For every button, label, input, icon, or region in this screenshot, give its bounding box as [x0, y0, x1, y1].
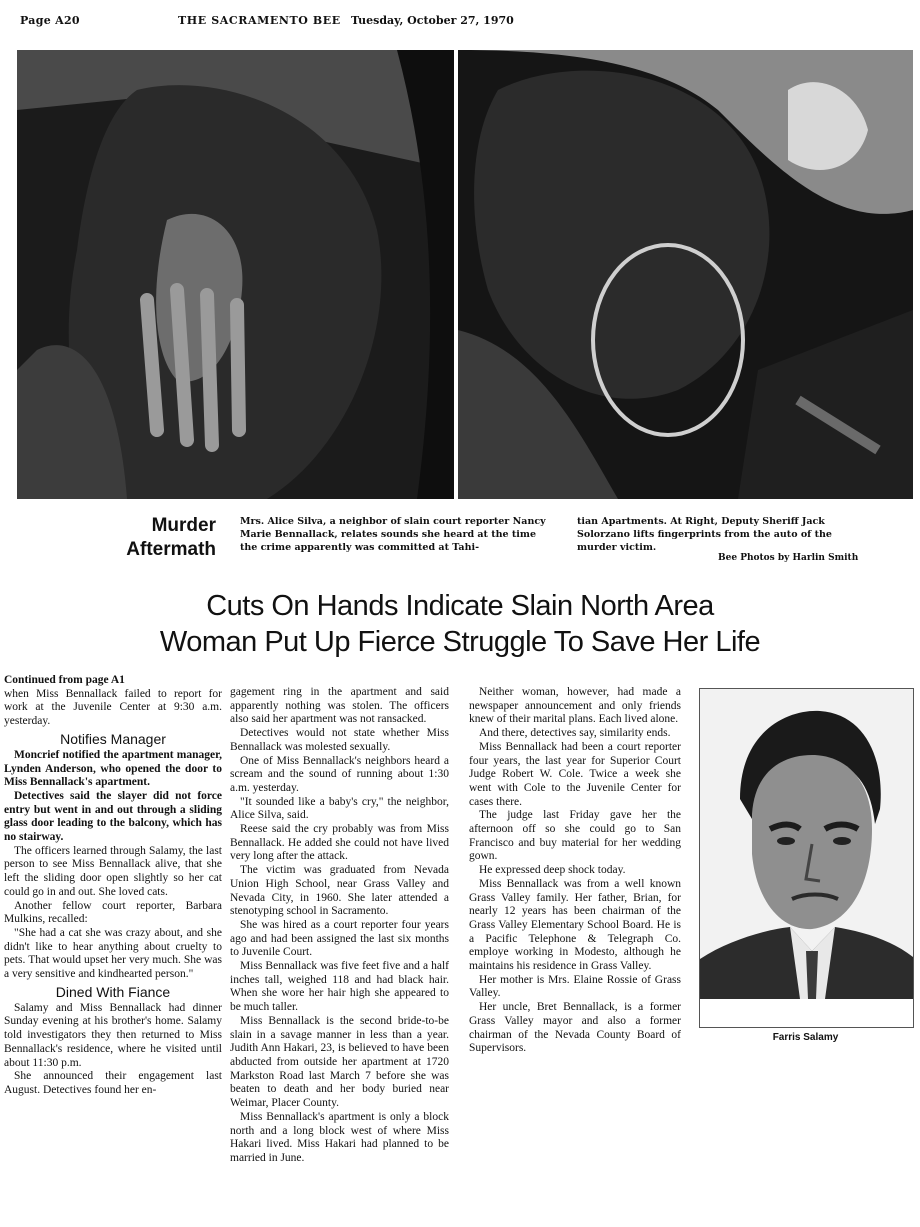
portrait-caption: Farris Salamy	[772, 1032, 839, 1043]
caption-heading-line1: Murder	[151, 515, 216, 536]
paragraph: Miss Bennallack had been a court reporter four years, the last year for Superior Court Judge Robert W. Cole. Twice a week she went with Cole to the Juvenile Center for cases there.	[469, 740, 681, 808]
paragraph: Neither woman, however, had made a newspaper announcement and only friends knew of their marital plans. Each lived alone.	[469, 686, 681, 726]
issue-date: Tuesday, October 27, 1970	[351, 14, 514, 27]
paragraph: Miss Bennallack was five feet five and a half inches tall, weighed 118 and had black hair. When she wore her hair high she appeared to be much taller.	[230, 960, 449, 1014]
newspaper-name: THE SACRAMENTO BEE	[178, 14, 341, 27]
paragraph: Miss Bennallack's apartment is only a block north and a long block west of where Miss Hakari lived. Miss Hakari had planned to be married in June.	[230, 1110, 449, 1164]
article-column-3	[469, 686, 681, 1056]
paragraph: Detectives would not state whether Miss Bennallack was molested sexually.	[230, 727, 449, 753]
caption-text-1: Mrs. Alice Silva, a neighbor of slain court reporter Nancy Marie Bennallack, relates sounds she heard at the time the crime apparently was committed at Tahi-	[240, 516, 546, 553]
article-column-2	[230, 686, 449, 1166]
caption-heading-line2: Aftermath	[126, 539, 216, 560]
paragraph: The victim was graduated from Nevada Union High School, near Grass Valley and Nevada City, in 1960. She later attended a stenotyping school in Sacramento.	[230, 864, 449, 918]
paragraph: Salamy and Miss Bennallack had dinner Sunday evening at his brother's home. Salamy told investigators they then returned to Miss Bennallack's residence, where he visited until about 11:30 p.m.	[4, 1001, 222, 1069]
photo-neighbor	[17, 50, 454, 499]
subheading-dined-with-fiance: Dined With Fiance	[55, 983, 171, 1000]
article-column-1	[4, 674, 222, 1098]
headline-line1: Cuts On Hands Indicate Slain North Area	[206, 590, 714, 622]
photo-fingerprints	[458, 50, 913, 499]
paragraph: Detectives said the slayer did not force entry but went in and out through a sliding glass door leading to the balcony, which has no stairway.	[4, 789, 222, 844]
paragraph: And there, detectives say, similarity ends.	[479, 727, 671, 740]
paragraph: Miss Bennallack is the second bride-to-be slain in a savage manner in less than a year. Judith Ann Hakari, 23, is believed to have been abducted from outside her apartment at 1720 Markston Road last March 7 before she was beaten to death and her body buried near Weimar, Placer County.	[230, 1014, 449, 1110]
paragraph: The officers learned through Salamy, the last person to see Miss Bennallack alive, that she left the sliding door open slightly so her cat could go in and out. She loved cats.	[4, 844, 222, 898]
paragraph: One of Miss Bennallack's neighbors heard a scream and the sound of running about 1:30 a.m. yesterday.	[230, 754, 449, 794]
photo-credit: Bee Photos by Harlin Smith	[718, 553, 859, 563]
paragraph: She was hired as a court reporter four years ago and had been assigned the last six months to Juvenile Court.	[230, 918, 449, 959]
masthead	[0, 6, 920, 34]
continued-from: Continued from page A1	[4, 674, 125, 686]
paragraph: "She had a cat she was crazy about, and she didn't like to hear anything about cruelty to pets. That would upset her very much. She was a very sensitive and kindhearted person."	[4, 926, 222, 981]
subheading-notifies-manager: Notifies Manager	[60, 730, 166, 747]
paragraph: The judge last Friday gave her the afternoon off so she could go to San Francisco and buy material for her wedding gown.	[469, 809, 681, 863]
caption-text-2: tian Apartments. At Right, Deputy Sheriff Jack Solorzano lifts fingerprints from the auto of the murder victim.	[577, 516, 832, 553]
caption-heading	[100, 514, 216, 562]
paragraph: He expressed deep shock today.	[479, 864, 626, 877]
paragraph: gagement ring in the apartment and said apparently nothing was stolen. The officers also said her apartment was not ransacked.	[230, 686, 449, 726]
paragraph: Her uncle, Bret Bennallack, is a former Grass Valley mayor and also a former chairman of the Nevada County Board of Supervisors.	[469, 1001, 681, 1055]
portrait-photo	[699, 688, 914, 1028]
headline-line2: Woman Put Up Fierce Struggle To Save Her Life	[159, 626, 761, 658]
paragraph: She announced their engagement last August. Detectives found her en-	[4, 1070, 222, 1096]
paragraph: Her mother is Mrs. Elaine Rossie of Grass Valley.	[469, 973, 681, 1000]
paragraph: Moncrief notified the apartment manager, Lynden Anderson, who opened the door to Miss Bennallack's apartment.	[4, 748, 222, 789]
paragraph: "It sounded like a baby's cry," the neighbor, Alice Silva, said.	[230, 795, 449, 822]
paragraph: when Miss Bennallack failed to report for work at the Juvenile Center at 9:30 a.m. yesterday.	[4, 687, 222, 728]
paragraph: Another fellow court reporter, Barbara Mulkins, recalled:	[4, 899, 222, 926]
headline	[0, 588, 920, 660]
paragraph: Miss Bennallack was from a well known Grass Valley family. Her father, Brian, for nearly 12 years has been chairman of the Grass Valley Elementary School Board. He is a Pacific Telephone & Telegraph Co. employe working in Modesto, although he maintains his residence in Grass Valley.	[469, 877, 681, 973]
paragraph: Reese said the cry probably was from Miss Bennallack. He added she could not have lived very long after the attack.	[230, 823, 449, 863]
page-number: Page A20	[20, 14, 80, 27]
